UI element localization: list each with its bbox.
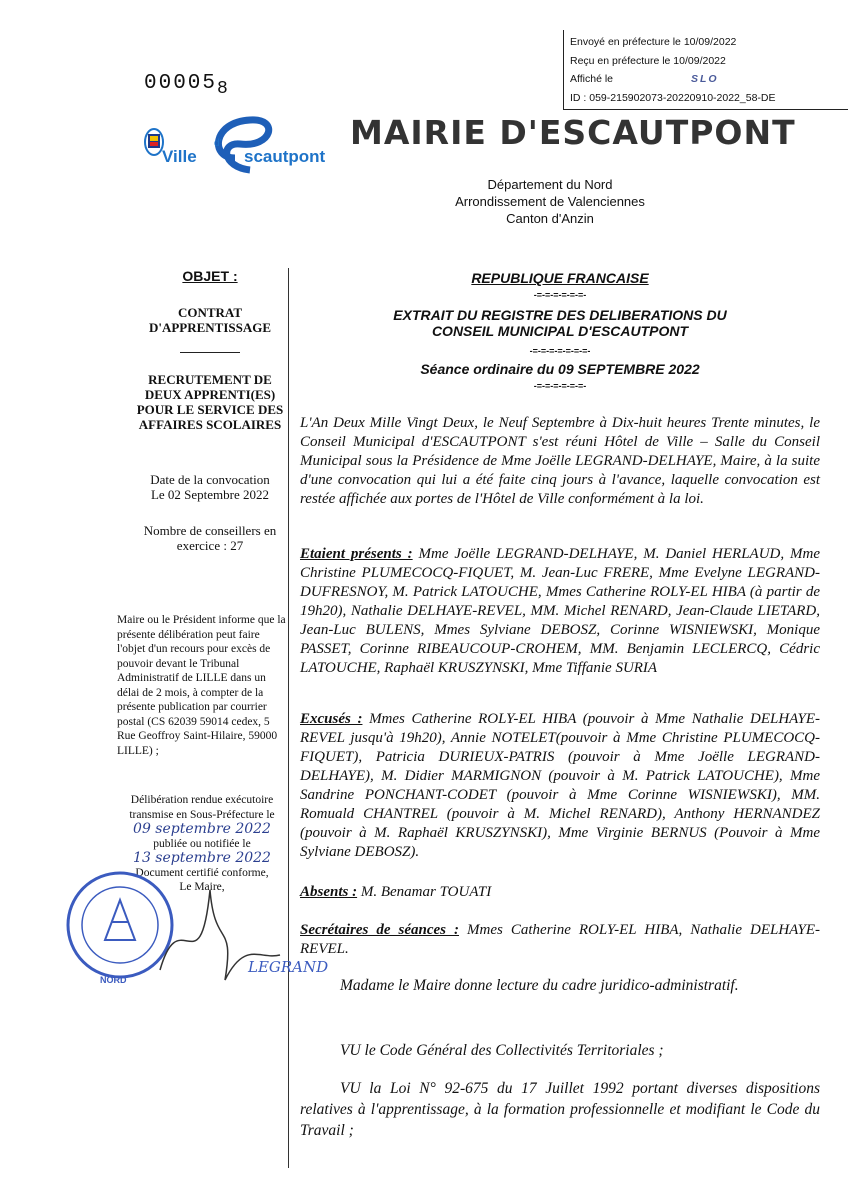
recrut-line-2: DEUX APPRENTI(ES) — [144, 387, 276, 402]
absents-label: Absents : — [300, 884, 358, 900]
convocation-date-label: Date de la convocation — [150, 472, 270, 487]
prefecture-stamp — [563, 30, 848, 110]
secretaires-label: Secrétaires de séances : — [300, 922, 460, 938]
secretaires-paragraph — [300, 921, 820, 959]
deco-line-3: -=-=-=-=-=-=- — [533, 381, 587, 391]
deco-line-2: -=-=-=-=-=-=-=- — [529, 346, 591, 356]
recours-notice: Maire ou le Président informe que la présente délibération peut faire l'objet d'un recours pour excès de pouvoir devant le Tribunal Administratif de LILLE dans un délai de 2 mois, à compter de la présente publication par courrier postal (CS 62039 59014 cedex, 5 Rue Geoffroy Saint-Hilaire, 59000 LILLE) ; — [117, 614, 286, 757]
secretaires-list: Mmes Catherine ROLY-EL HIBA, Nathalie DELHAYE-REVEL. — [300, 922, 820, 957]
contrat-line-2: D'APPRENTISSAGE — [148, 320, 272, 335]
extrait-line-1: EXTRAIT DU REGISTRE DES DELIBERATIONS DU — [393, 307, 727, 323]
conseillers-value: exercice : 27 — [176, 538, 244, 553]
dept-line-3: Canton d'Anzin — [506, 211, 594, 226]
page-title: MAIRIE D'ESCAUTPONT — [350, 113, 796, 152]
seal-nord: NORD — [100, 975, 127, 985]
stamp-affiche-label: Affiché le — [570, 73, 613, 85]
deco-line-1: -=-=-=-=-=-=- — [533, 290, 587, 300]
dept-line-1: Département du Nord — [487, 177, 613, 192]
lecture-paragraph: Madame le Maire donne lecture du cadre juridico-administratif. — [340, 977, 739, 994]
exec-line-4: Document certifié conforme, — [135, 866, 269, 879]
presents-list: Mme Joëlle LEGRAND-DELHAYE, M. Daniel HERLAUD, Mme Christine PLUMECOCQ-FIQUET, M. Jean-Luc FRERE, Mme Evelyne LEGRAND-DUFRESNOY, M. Patrick LATOUCHE, Mmes Catherine ROLY-EL HIBA (à partir de 19h20), Nathalie DELHAYE-REVEL, MM. Michel RENARD, Jean-Claude LIETARD, Jean-Luc BULENS, Mmes Sylviane DEBOSZ, Corinne WISNIEWSKI, Monique PASSET, Corinne RIBEAUCOUP-CROHEM, MM. Benjamin LECLERCQ, Cédric LATOUCHE, Raphaël KRUSZYNSKI, Mme Tiffanie SURIA — [300, 546, 821, 676]
document-number-suffix: 8 — [217, 79, 230, 99]
exec-handwritten-date-1: 09 septembre 2022 — [133, 821, 271, 837]
vu-cgct: VU le Code Général des Collectivités Territoriales ; — [340, 1042, 664, 1059]
dept-line-2: Arrondissement de Valenciennes — [455, 194, 645, 209]
conseillers-label: Nombre de conseillers en — [143, 523, 277, 538]
excuses-label: Excusés : — [300, 711, 363, 727]
document-number-main: 00005 — [144, 72, 218, 95]
absents-list: M. Benamar TOUATI — [357, 884, 492, 900]
conseillers-count — [130, 523, 290, 553]
logo-d: d' — [214, 138, 222, 149]
document-number — [144, 72, 230, 99]
stamp-envoye: Envoyé en préfecture le 10/09/2022 — [570, 36, 737, 48]
objet-recrutement — [130, 372, 290, 432]
stamp-recu: Reçu en préfecture le 10/09/2022 — [570, 54, 726, 67]
convocation-date-value: Le 02 Septembre 2022 — [150, 487, 270, 502]
recrut-line-3: POUR LE SERVICE DES — [136, 402, 284, 417]
republique-heading: REPUBLIQUE FRANCAISE — [471, 270, 649, 286]
presents-paragraph — [300, 545, 820, 678]
seance-heading: Séance ordinaire du 09 SEPTEMBRE 2022 — [420, 361, 700, 377]
stamp-id: ID : 059-215902073-20220910-2022_58-DE — [570, 91, 776, 104]
recrut-line-4: AFFAIRES SCOLAIRES — [138, 417, 282, 432]
exec-line-2: transmise en Sous-Préfecture le — [129, 808, 275, 821]
town-logo-graphic — [140, 112, 330, 184]
left-divider-1 — [180, 352, 240, 353]
stamp-affiche-signature: SLO — [691, 73, 719, 85]
logo-scautpont: scautpont — [244, 147, 326, 166]
objet-contrat — [130, 305, 290, 335]
presents-label: Etaient présents : — [300, 546, 413, 562]
convocation-date — [130, 472, 290, 502]
excuses-list: Mmes Catherine ROLY-EL HIBA (pouvoir à Mme Nathalie DELHAYE-REVEL jusqu'à 19h20), Annie NOTELET(pouvoir à Mme Christine PLUMECOCQ-FIQUET), Patricia DURIEUX-PATRIS (pouvoir à Mme Joëlle LEGRAND-DELHAYE), M. Didier MARMIGNON (pouvoir à M. Patrick LATOUCHE), Mme Sandrine PONCHANT-CODET (pouvoir à Mme Corinne WISNIEWSKI), MM. Romuald CHANTREL (pouvoir à M. Michel RENARD), Anthony HERNANDEZ (pouvoir à M. Raphaël KRUSZYNSKI), Mme Virginie BERNUS (Pouvoir à Mme Sylviane DEBOSZ). — [300, 711, 820, 860]
exec-line-5: Le Maire, — [179, 881, 225, 893]
extrait-line-2: CONSEIL MUNICIPAL D'ESCAUTPONT — [431, 323, 689, 339]
signature-text: LEGRAND — [248, 958, 329, 976]
department-block — [400, 176, 700, 227]
absents-paragraph — [300, 883, 820, 902]
recrut-line-1: RECRUTEMENT DE — [148, 372, 272, 387]
exec-line-3: publiée ou notifiée le — [153, 837, 251, 850]
exec-line-1: Délibération rendue exécutoire — [130, 794, 274, 806]
town-logo — [140, 112, 330, 182]
objet-label: OBJET : — [182, 268, 238, 284]
intro-paragraph: L'An Deux Mille Vingt Deux, le Neuf Septembre à Dix-huit heures Trente minutes, le Conseil Municipal d'ESCAUTPONT s'est réuni Hôtel de Ville – Salle du Conseil Municipal sous la Présidence de Mme Joëlle LEGRAND-DELHAYE, Maire, à la suite d'une convocation qui lui a été faite cinq jours à l'avance, laquelle convocation est restée affichée aux portes de l'Hôtel de Ville conformément à la loi. — [300, 415, 820, 507]
excuses-paragraph — [300, 710, 820, 862]
logo-ville: Ville — [162, 147, 197, 166]
stamp-affiche — [570, 70, 848, 89]
exec-handwritten-date-2: 13 septembre 2022 — [133, 850, 271, 866]
vu-loi: VU la Loi N° 92-675 du 17 Juillet 1992 portant diverses dispositions relatives à l'apprentissage, à la formation professionnelle et modifiant le Code du Travail ; — [300, 1080, 820, 1139]
contrat-line-1: CONTRAT — [177, 305, 243, 320]
extrait-heading — [300, 307, 820, 339]
